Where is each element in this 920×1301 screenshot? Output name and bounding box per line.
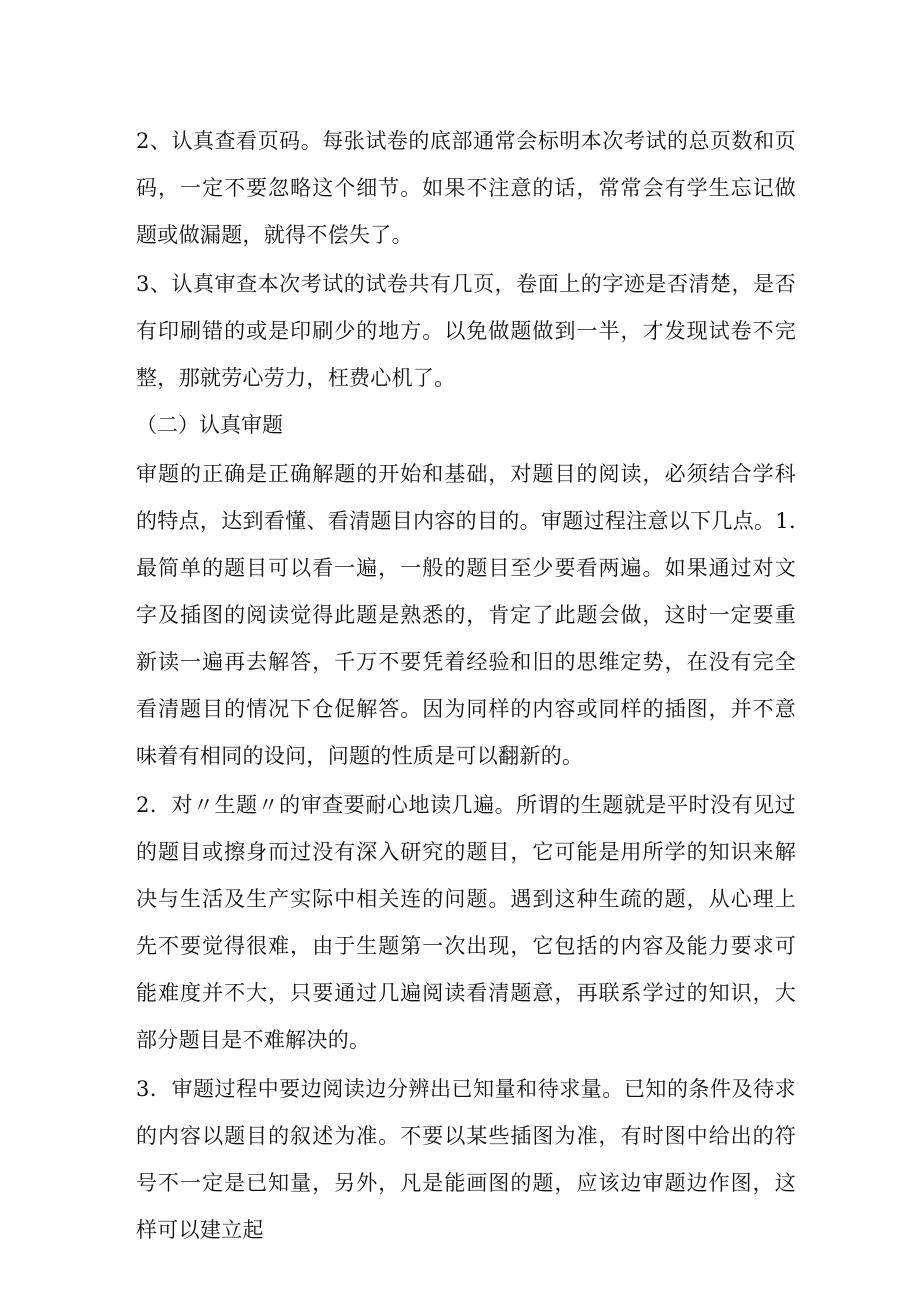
section-heading-careful-reading: （二）认真审题 [136,413,283,437]
paragraph-reading-questions: 审题的正确是正确解题的开始和基础，对题目的阅读，必须结合学科的特点，达到看懂、看清题目内容的目的。审题过程注意以下几点。1.最简单的题目可以看一遍，一般的题目至少要看两遍。如果通过对文字及插图的阅读觉得此题是熟悉的，肯定了此题会做，这时一定要重新读一遍再去解答，千万不要凭着经验和旧的思维定势，在没有完全看清题目的情况下仓促解答。因为同样的内容或同样的插图，并不意味着有相同的设问，问题的性质是可以翻新的。 [136,462,796,768]
paragraph-unfamiliar-questions: 2．对〃生题〃的审查要耐心地读几遍。所谓的生题就是平时没有见过的题目或擦身而过没有深入研究的题目，它可能是用所学的知识来解决与生活及生产实际中相关连的问题。遇到这种生疏的题，从心理上先不要觉得很难，由于生题第一次出现，它包括的内容及能力要求可能难度并不大，只要通过几遍阅读看清题意，再联系学过的知识，大部分题目是不难解决的。 [136,793,796,1052]
paragraph-check-paper-pages: 3、认真审查本次考试的试卷共有几页，卷面上的字迹是否清楚，是否有印刷错的或是印刷少的地方。以免做题做到一半，才发现试卷不完整，那就劳心劳力，枉费心机了。 [136,272,796,390]
paragraph-known-and-unknown: 3．审题过程中要边阅读边分辨出已知量和待求量。已知的条件及待求的内容以题目的叙述为准。不要以某些插图为准，有时图中给出的符号不一定是已知量，另外，凡是能画图的题，应该边审题边作图，这样可以建立起 [136,1077,796,1242]
document-body [136,118,796,1254]
paragraph-check-page-numbers: 2、认真查看页码。每张试卷的底部通常会标明本次考试的总页数和页码，一定不要忽略这个细节。如果不注意的话，常常会有学生忘记做题或做漏题，就得不偿失了。 [136,129,796,247]
